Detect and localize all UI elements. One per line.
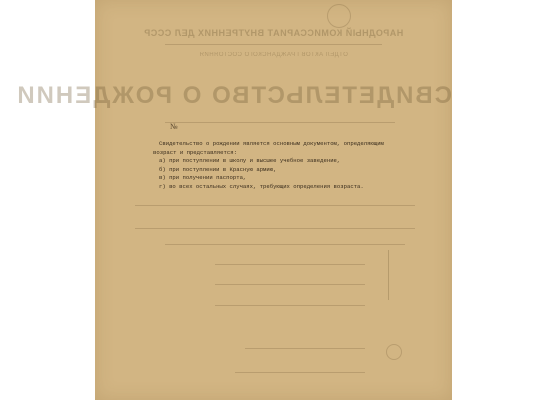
ghost-field-line — [215, 305, 365, 306]
certificate-sheet — [15, 0, 452, 400]
notice-item: б) при поступлении в Красную армию, — [159, 165, 277, 173]
notice-block — [153, 140, 403, 192]
ghost-brace — [388, 250, 393, 300]
ghost-seal-icon — [386, 344, 402, 360]
ghost-field-line — [165, 244, 405, 245]
ghost-field-line — [135, 205, 415, 206]
ghost-field-line — [215, 284, 365, 285]
ghost-header: НАРОДНЫЙ КОМИССАРИАТ ВНУТРЕННИХ ДЕЛ СССР — [143, 28, 404, 38]
ghost-field-line — [165, 122, 395, 123]
ghost-field-line — [135, 228, 415, 229]
ghost-emblem-icon — [327, 4, 351, 28]
ghost-field-line — [245, 348, 365, 349]
ghost-title: СВИДЕТЕЛЬСТВО О РОЖДЕНИИ — [15, 82, 452, 109]
notice-item: в) при получении паспорта, — [159, 174, 247, 182]
notice-lead: Свидетельство о рождении является основным документом, определяющим возраст и представляется: — [153, 140, 384, 156]
notice-item: г) во всех остальных случаях, требующих определения возраста. — [159, 182, 364, 190]
ghost-divider — [165, 44, 382, 45]
ghost-field-line — [215, 264, 365, 265]
ghost-field-line — [235, 372, 365, 373]
notice-item: а) при поступлении в школу и высшее учебное заведение, — [159, 157, 341, 165]
certificate-number-label: № — [170, 122, 178, 131]
ghost-subheader: ОТДЕЛ АКТОВ ГРАЖДАНСКОГО СОСТОЯНИЯ — [199, 52, 348, 58]
